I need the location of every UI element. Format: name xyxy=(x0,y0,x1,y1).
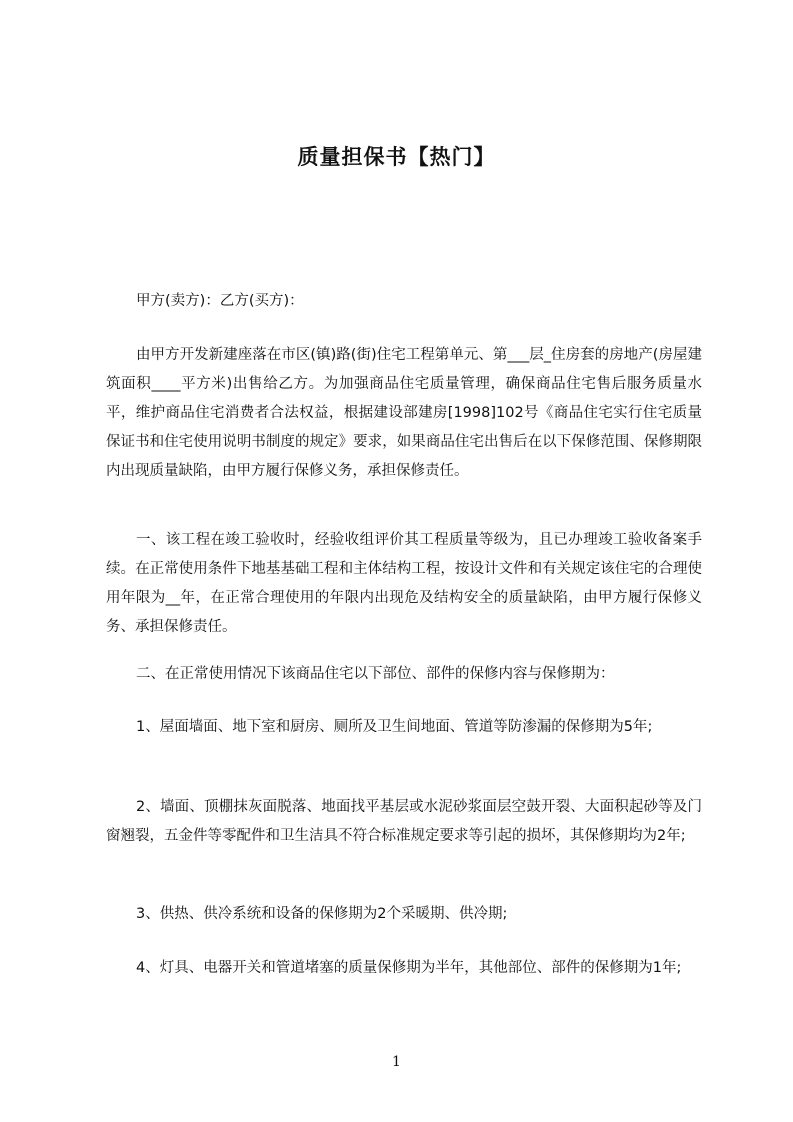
document-title: 质量担保书【热门】 xyxy=(297,145,496,169)
intro-paragraph: 由甲方开发新建座落在市区(镇)路(街)住宅工程第单元、第___层_住房套的房地产(房屋建筑面积____平方米)出售给乙方。为加强商品住宅质量管理，确保商品住宅售后服务质量水平，维护商品住宅消费者合法权益，根据建设部建房[1998]102号《商品住宅实行住宅质量保证书和住宅使用说明书制度的规定》要求，如果商品住宅出售后在以下保修范围、保修期限内出现质量缺陷，由甲方履行保修义务，承担保修责任。 xyxy=(106,347,702,479)
clause-two-paragraph: 二、在正常使用情况下该商品住宅以下部位、部件的保修内容与保修期为： xyxy=(136,666,615,682)
item-3-paragraph: 3、供热、供冷系统和设备的保修期为2个采暖期、供冷期; xyxy=(136,906,508,922)
parties-line: 甲方(卖方)：乙方(买方)： xyxy=(136,293,304,309)
item-1-paragraph: 1、屋面墙面、地下室和厨房、厕所及卫生间地面、管道等防渗漏的保修期为5年; xyxy=(136,719,653,735)
clause-one-paragraph: 一、该工程在竣工验收时，经验收组评价其工程质量等级为，且已办理竣工验收备案手续。在正常使用条件下地基基础工程和主体结构工程，按设计文件和有关规定该住宅的合理使用年限为__年，在正常合理使用的年限内出现危及结构安全的质量缺陷，由甲方履行保修义务、承担保修责任。 xyxy=(106,532,702,635)
item-4-paragraph: 4、灯具、电器开关和管道堵塞的质量保修期为半年，其他部位、部件的保修期为1年; xyxy=(136,960,682,976)
page-number: 1 xyxy=(392,1054,401,1070)
item-2-paragraph: 2、墙面、顶棚抹灰面脱落、地面找平基层或水泥砂浆面层空鼓开裂、大面积起砂等及门窗翘裂，五金件等零配件和卫生洁具不符合标准规定要求等引起的损坏，其保修期均为2年; xyxy=(106,799,702,844)
